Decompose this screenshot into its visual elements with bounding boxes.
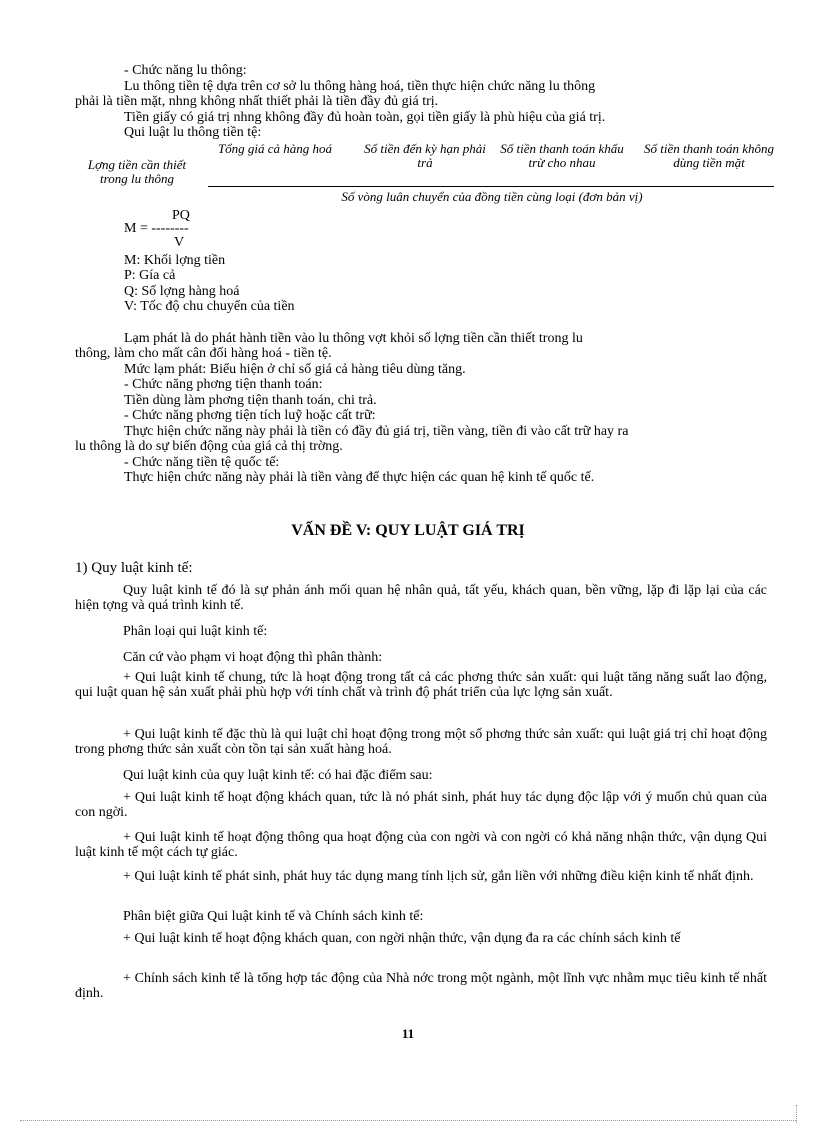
page-number: 11 [401,1026,415,1041]
paragraph: Qui luật kinh của quy luật kinh tế: có hai đặc điểm sau: [123,768,433,783]
equation-lhs: M = -------- [124,221,189,236]
legend-m: M: Khối lợng tiền [124,253,226,268]
paragraph: Căn cứ vào phạm vi hoạt động thì phân thành: [123,650,383,665]
legend-p: P: Gía cả [124,268,176,283]
text-line: - Chức năng phơng tiện tích luỹ hoặc cất trữ: [124,408,376,423]
text-line: Thực hiện chức năng này phải là tiền vàng để thực hiện các quan hệ kinh tế quốc tế. [124,470,595,485]
text-line: - Chức năng phơng tiện thanh toán: [124,377,323,392]
paragraph: Phân biệt giữa Qui luật kinh tế và Chính sách kinh tế: [123,909,424,924]
equation-numerator: PQ [172,208,190,223]
legend-v: V: Tốc độ chu chuyển của tiền [124,299,295,314]
paragraph: + Qui luật kinh tế đặc thù là qui luật chỉ hoạt động trong một số phơng thức sản xuất: qui luật giá trị chỉ hoạt động trong phơng thức sản xuất còn tồn tại sản xuất hàng hoá. [75,727,767,757]
equation-denominator: V [174,235,185,250]
page-border-dotted [20,1120,796,1121]
paragraph: + Qui luật kinh tế phát sinh, phát huy tác dụng mang tính lịch sử, gắn liền với những điều kiện kinh tế nhất định. [123,869,754,884]
section-title: VẤN ĐỀ V: QUY LUẬT GIÁ TRỊ [291,522,525,539]
paragraph: + Chính sách kinh tế là tổng hợp tác động của Nhà nớc trong một ngành, một lĩnh vực nhằm mục tiêu kinh tế nhất định. [75,971,767,1001]
formula-col-1: Tổng giá cả hàng hoá [217,141,333,156]
text-line: Qui luật lu thông tiền tệ: [124,125,262,140]
formula-left-label: Lợng tiền cần thiết trong lu thông [87,157,187,186]
legend-q: Q: Số lợng hàng hoá [124,284,240,299]
heading-economic-law: 1) Quy luật kinh tế: [75,560,193,576]
page-corner-dotted [796,1105,797,1123]
text-line: lu thông là do sự biến động của giá cả thị trờng. [75,439,343,454]
paragraph: + Qui luật kinh tế hoạt động thông qua hoạt động của con ngời và con ngời có khả năng nhận thức, vận dụng Qui luật kinh tế một cách tự giác. [75,830,767,860]
formula-col-3: Số tiền thanh toán khấu trừ cho nhau [500,141,624,170]
text-line: phải là tiền mặt, nhng không nhất thiết phải là tiền đầy đủ giá trị. [75,94,439,109]
text-line: Tiền dùng làm phơng tiện thanh toán, chi trả. [124,393,377,408]
text-line: Lu thông tiền tệ dựa trên cơ sở lu thông hàng hoá, tiền thực hiện chức năng lu thông [124,79,596,94]
paragraph: + Qui luật kinh tế hoạt động khách quan, con ngời nhận thức, vận dụng đa ra các chính sách kinh tế [123,931,681,946]
text-line: - Chức năng tiền tệ quốc tế: [124,455,280,470]
paragraph: Phân loại qui luật kinh tế: [123,624,268,639]
formula-col-2: Số tiền đến kỳ hạn phải trả [364,141,486,170]
paragraph: Quy luật kinh tế đó là sự phản ánh mối quan hệ nhân quả, tất yếu, khách quan, bền vững, lặp đi lặp lại của các hiện tợng và quá trình kinh tế. [75,583,767,613]
formula-col-4: Số tiền thanh toán không dùng tiền mặt [644,141,774,170]
fraction-rule [208,186,774,187]
money-circulation-heading: - Chức năng lu thông: [124,63,247,78]
text-line: thông, làm cho mất cân đối hàng hoá - tiền tệ. [75,346,332,361]
formula-denominator: Số vòng luân chuyển của đồng tiền cùng loại (đơn bản vị) [341,189,643,204]
text-line: Thực hiện chức năng này phải là tiền có đầy đủ giá trị, tiền vàng, tiền đi vào cất trữ hay ra [124,424,629,439]
paragraph: + Qui luật kinh tế chung, tức là hoạt động trong tất cả các phơng thức sản xuất: qui luật tăng năng suất lao động, qui luật quan hệ sản xuất phải phù hợp với tính chất và trình độ phát triển của lực lợng sản xuất. [75,670,767,700]
text-line: Mức lạm phát: Biểu hiện ở chỉ số giá cả hàng tiêu dùng tăng. [124,362,466,377]
text-line: Tiền giấy có giá trị nhng không đầy đủ hoàn toàn, gọi tiền giấy là phù hiệu của giá trị. [124,110,606,125]
paragraph: + Qui luật kinh tế hoạt động khách quan, tức là nó phát sinh, phát huy tác dụng độc lập với ý muốn chủ quan của con ngời. [75,790,767,820]
text-line: Lạm phát là do phát hành tiền vào lu thông vợt khỏi số lợng tiền cần thiết trong lu [124,331,583,346]
